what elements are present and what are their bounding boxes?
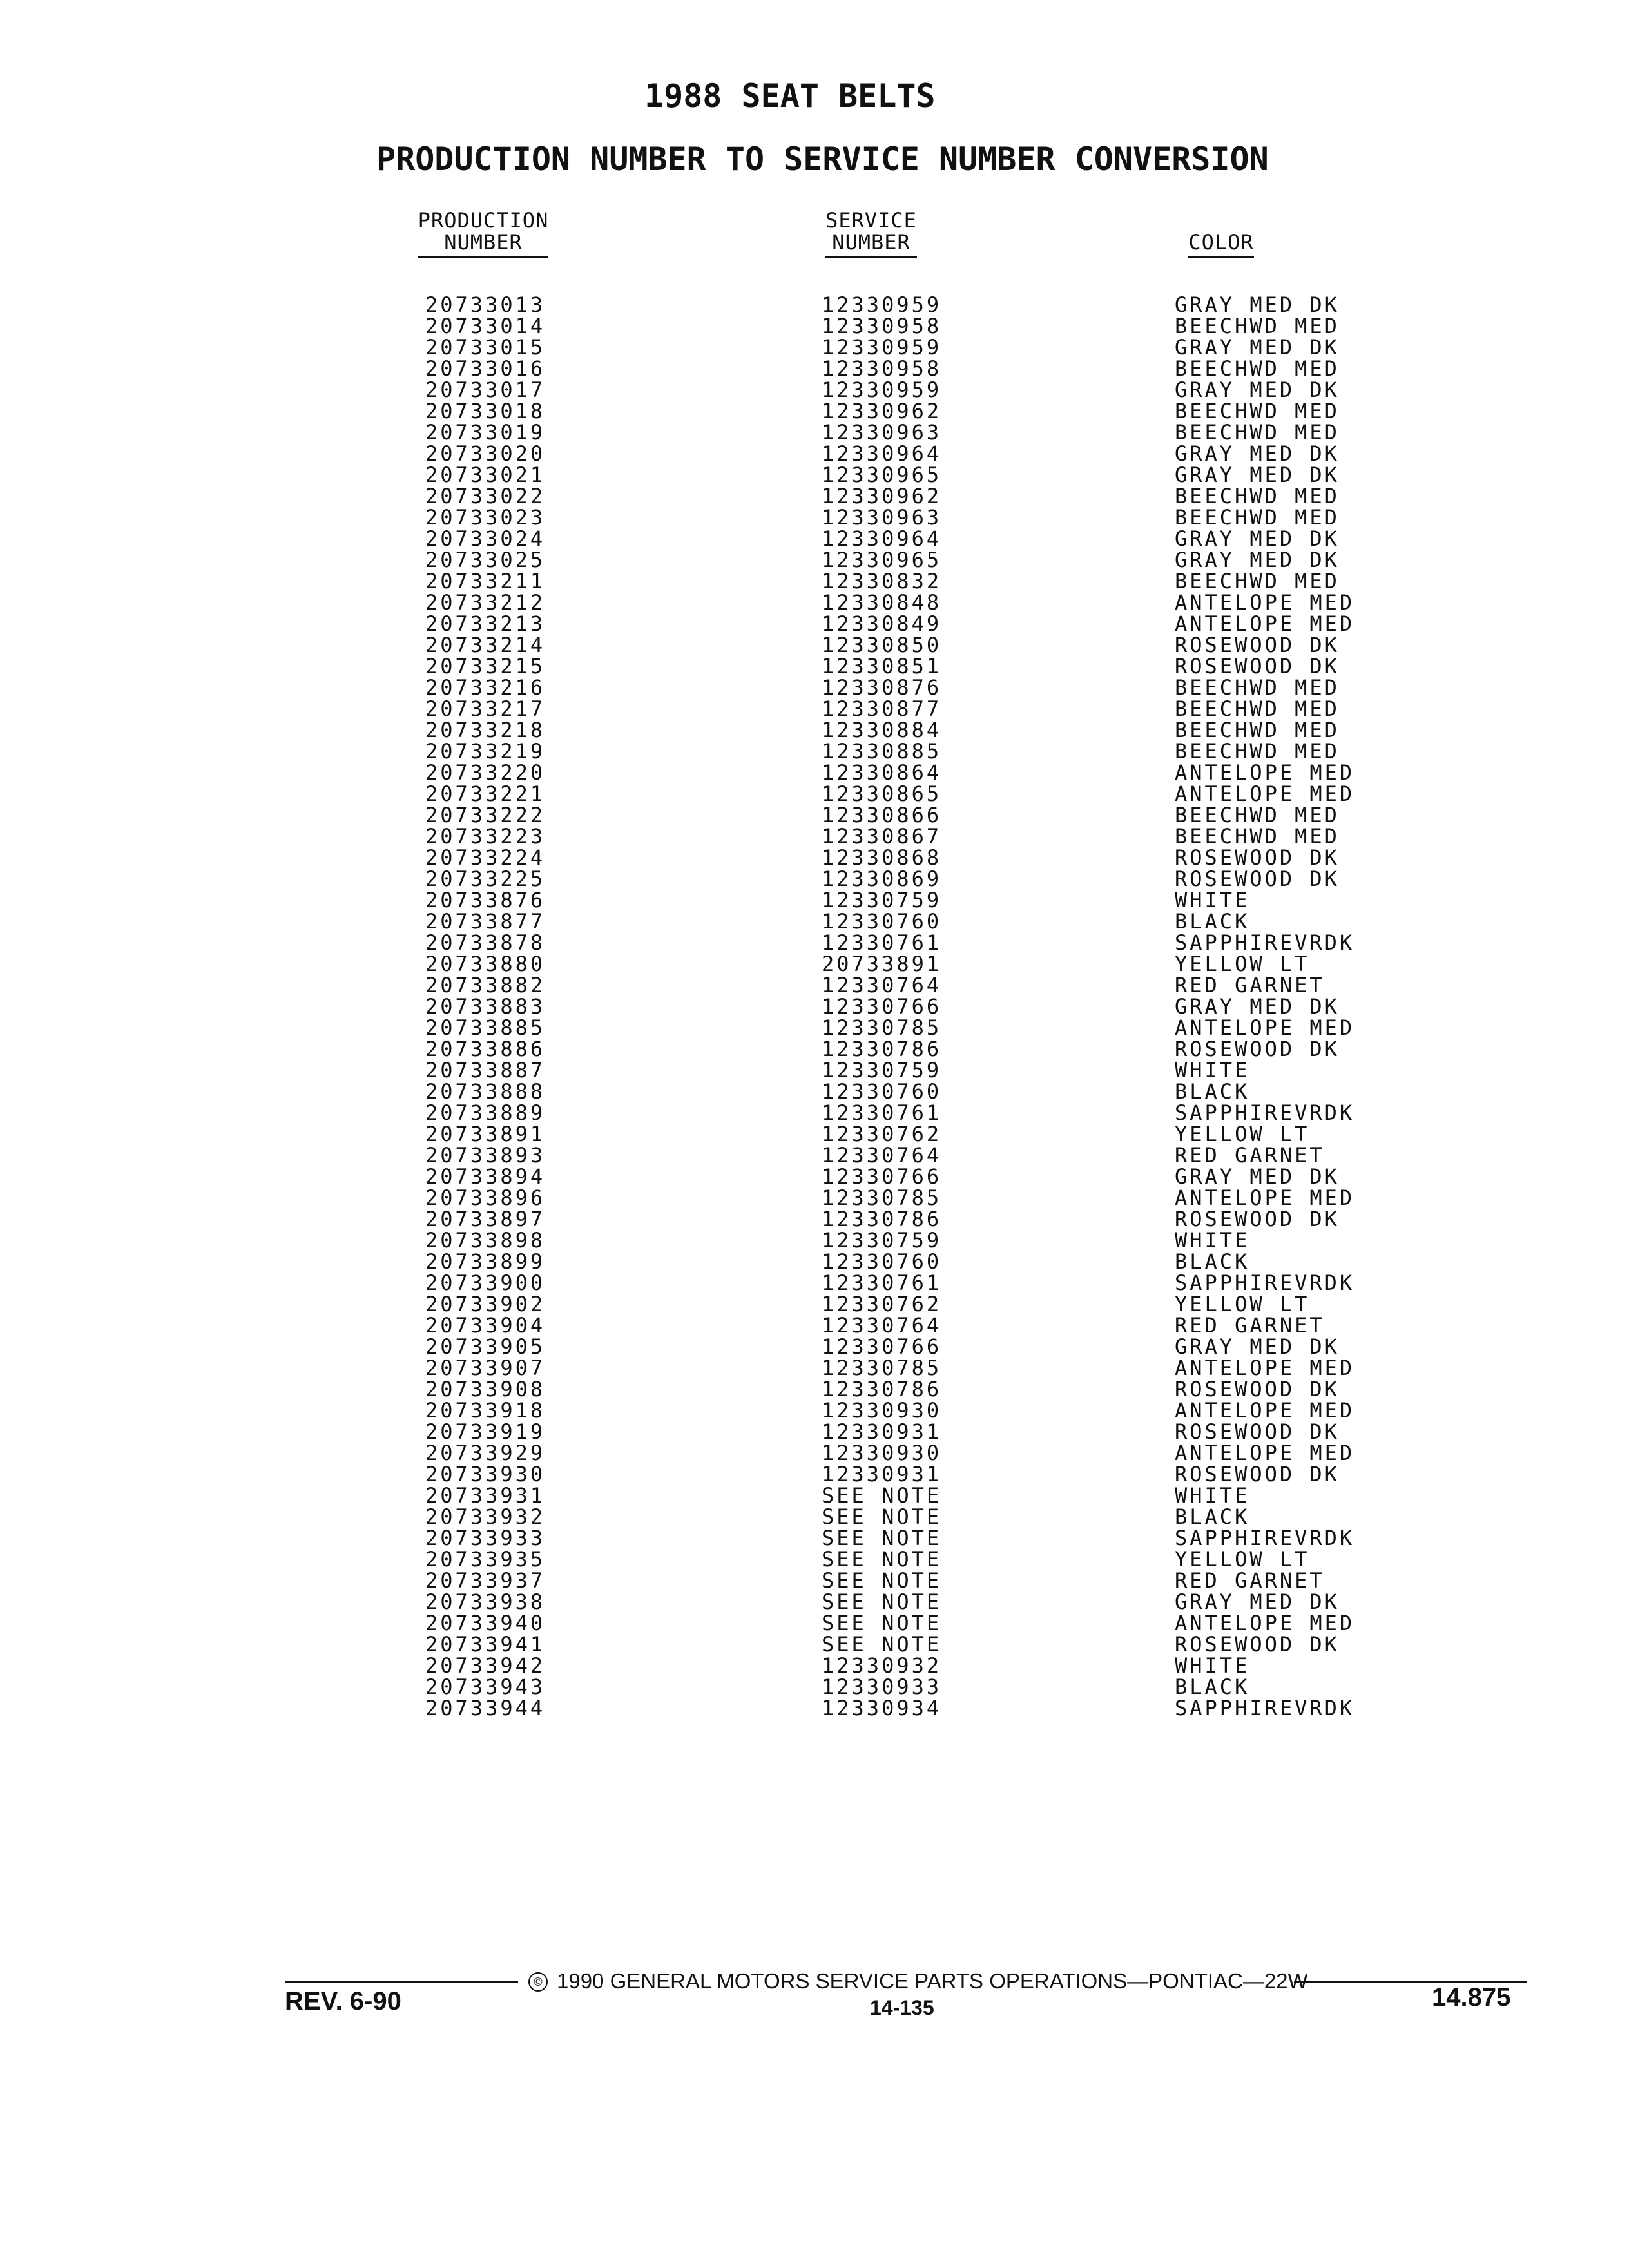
production-number: 20733021 <box>425 463 546 487</box>
copyright-icon: © <box>528 1972 548 1992</box>
production-number: 20733930 <box>425 1462 546 1486</box>
production-number: 20733905 <box>425 1334 546 1359</box>
production-number: 20733896 <box>425 1186 546 1210</box>
page-number: 14.875 <box>1432 1983 1511 2012</box>
color-value: ANTELOPE MED <box>1175 590 1355 615</box>
production-number: 20733019 <box>425 420 546 445</box>
service-number: 12330877 <box>822 697 942 721</box>
production-number: 20733213 <box>425 611 546 636</box>
production-number: 20733937 <box>425 1568 546 1593</box>
service-number: 12330850 <box>822 633 942 657</box>
production-number: 20733897 <box>425 1207 546 1231</box>
service-number: 12330786 <box>822 1037 942 1061</box>
production-number: 20733899 <box>425 1249 546 1274</box>
color-value: ANTELOPE MED <box>1175 1356 1355 1380</box>
color-value: GRAY MED DK <box>1175 335 1340 360</box>
service-number: 12330759 <box>822 888 942 912</box>
service-number: 12330785 <box>822 1015 942 1040</box>
service-number: 12330759 <box>822 1058 942 1082</box>
color-value: SAPPHIREVRDK <box>1175 1271 1355 1295</box>
service-number: 12330869 <box>822 867 942 891</box>
production-number: 20733904 <box>425 1313 546 1338</box>
production-number: 20733931 <box>425 1483 546 1508</box>
color-value: ANTELOPE MED <box>1175 1441 1355 1465</box>
service-number: 12330930 <box>822 1441 942 1465</box>
production-number: 20733941 <box>425 1632 546 1657</box>
service-number: 12330868 <box>822 845 942 870</box>
service-number: 12330965 <box>822 463 942 487</box>
service-number: 12330759 <box>822 1228 942 1253</box>
service-number: 12330959 <box>822 378 942 402</box>
production-number: 20733016 <box>425 356 546 381</box>
production-number: 20733933 <box>425 1526 546 1550</box>
service-number: 12330786 <box>822 1207 942 1231</box>
service-number: 12330760 <box>822 1079 942 1104</box>
color-value: ANTELOPE MED <box>1175 1015 1355 1040</box>
production-number: 20733907 <box>425 1356 546 1380</box>
production-number: 20733888 <box>425 1079 546 1104</box>
production-number: 20733940 <box>425 1611 546 1635</box>
production-number: 20733221 <box>425 782 546 806</box>
service-number: 12330931 <box>822 1419 942 1444</box>
color-value: SAPPHIREVRDK <box>1175 1100 1355 1125</box>
header-production-line2: NUMBER <box>444 230 523 255</box>
service-number: 12330762 <box>822 1292 942 1316</box>
service-number: SEE NOTE <box>822 1611 942 1635</box>
production-number: 20733216 <box>425 675 546 700</box>
color-value: ROSEWOOD DK <box>1175 1462 1340 1486</box>
service-number: 12330963 <box>822 505 942 530</box>
color-value: ROSEWOOD DK <box>1175 1419 1340 1444</box>
color-value: ROSEWOOD DK <box>1175 654 1340 678</box>
color-value: BLACK <box>1175 1249 1250 1274</box>
color-value: ANTELOPE MED <box>1175 1398 1355 1423</box>
color-value: SAPPHIREVRDK <box>1175 930 1355 955</box>
production-number: 20733225 <box>425 867 546 891</box>
production-number: 20733900 <box>425 1271 546 1295</box>
production-number: 20733942 <box>425 1653 546 1678</box>
service-number: 12330849 <box>822 611 942 636</box>
service-number-column <box>822 294 941 1719</box>
color-value: BLACK <box>1175 1504 1250 1529</box>
service-number: 12330764 <box>822 1313 942 1338</box>
color-value: YELLOW LT <box>1175 1122 1310 1146</box>
service-number: 12330761 <box>822 1100 942 1125</box>
color-value: ANTELOPE MED <box>1175 1186 1355 1210</box>
footer-rule-left <box>285 1981 518 1983</box>
service-number: 12330851 <box>822 654 942 678</box>
color-value: BEECHWD MED <box>1175 356 1340 381</box>
color-value: BEECHWD MED <box>1175 314 1340 338</box>
color-value: ROSEWOOD DK <box>1175 1037 1340 1061</box>
color-value: BEECHWD MED <box>1175 569 1340 593</box>
production-number: 20733222 <box>425 803 546 827</box>
production-number: 20733935 <box>425 1547 546 1571</box>
color-value: GRAY MED DK <box>1175 1164 1340 1189</box>
service-number: 12330867 <box>822 824 942 849</box>
production-number: 20733882 <box>425 973 546 997</box>
color-value: ROSEWOOD DK <box>1175 845 1340 870</box>
service-number: 12330764 <box>822 973 942 997</box>
service-number: 12330832 <box>822 569 942 593</box>
color-value: BLACK <box>1175 1079 1250 1104</box>
service-number: 12330762 <box>822 1122 942 1146</box>
production-number: 20733889 <box>425 1100 546 1125</box>
color-value: WHITE <box>1175 1483 1250 1508</box>
production-number: 20733877 <box>425 909 546 934</box>
color-value: YELLOW LT <box>1175 952 1310 976</box>
service-number: 12330764 <box>822 1143 942 1168</box>
color-value: BEECHWD MED <box>1175 484 1340 508</box>
color-value: BEECHWD MED <box>1175 824 1340 849</box>
production-number: 20733918 <box>425 1398 546 1423</box>
production-number: 20733023 <box>425 505 546 530</box>
service-number: 12330864 <box>822 760 942 785</box>
production-number: 20733215 <box>425 654 546 678</box>
service-number: 12330958 <box>822 356 942 381</box>
service-number: SEE NOTE <box>822 1590 942 1614</box>
production-number: 20733878 <box>425 930 546 955</box>
production-number: 20733880 <box>425 952 546 976</box>
service-number: 12330885 <box>822 739 942 764</box>
footer-credit-text: 1990 GENERAL MOTORS SERVICE PARTS OPERATIONS—PONTIAC—22W <box>557 1969 1308 1993</box>
production-number-column <box>425 294 545 1719</box>
color-value: BEECHWD MED <box>1175 420 1340 445</box>
service-number: 12330932 <box>822 1653 942 1678</box>
production-number: 20733876 <box>425 888 546 912</box>
color-value: ROSEWOOD DK <box>1175 867 1340 891</box>
service-number: 12330884 <box>822 718 942 742</box>
color-value: GRAY MED DK <box>1175 378 1340 402</box>
production-number: 20733886 <box>425 1037 546 1061</box>
production-number: 20733220 <box>425 760 546 785</box>
production-number: 20733211 <box>425 569 546 593</box>
header-service-line1: SERVICE <box>825 208 917 233</box>
color-value: WHITE <box>1175 1228 1250 1253</box>
color-value: GRAY MED DK <box>1175 548 1340 572</box>
footer-rule-right <box>1294 1981 1527 1983</box>
color-value: ANTELOPE MED <box>1175 611 1355 636</box>
color-value: ROSEWOOD DK <box>1175 1377 1340 1401</box>
service-number: SEE NOTE <box>822 1547 942 1571</box>
service-number: 12330760 <box>822 1249 942 1274</box>
document-title: 1988 SEAT BELTS <box>644 77 936 115</box>
service-number: 12330958 <box>822 314 942 338</box>
color-value: GRAY MED DK <box>1175 1334 1340 1359</box>
color-value: YELLOW LT <box>1175 1547 1310 1571</box>
color-value: SAPPHIREVRDK <box>1175 1696 1355 1720</box>
production-number: 20733929 <box>425 1441 546 1465</box>
color-value: RED GARNET <box>1175 1313 1325 1338</box>
service-number: 12330931 <box>822 1462 942 1486</box>
production-number: 20733212 <box>425 590 546 615</box>
production-number: 20733944 <box>425 1696 546 1720</box>
production-number: 20733932 <box>425 1504 546 1529</box>
production-number: 20733020 <box>425 441 546 466</box>
production-number: 20733943 <box>425 1675 546 1699</box>
color-value: ROSEWOOD DK <box>1175 1632 1340 1657</box>
color-value: GRAY MED DK <box>1175 526 1340 551</box>
service-number: 12330876 <box>822 675 942 700</box>
header-service-line2: NUMBER <box>832 230 911 255</box>
production-number: 20733893 <box>425 1143 546 1168</box>
color-value: GRAY MED DK <box>1175 293 1340 317</box>
service-number: 12330933 <box>822 1675 942 1699</box>
production-number: 20733883 <box>425 994 546 1019</box>
production-number: 20733894 <box>425 1164 546 1189</box>
color-value: BEECHWD MED <box>1175 399 1340 423</box>
service-number: 12330866 <box>822 803 942 827</box>
service-number: SEE NOTE <box>822 1526 942 1550</box>
service-number: SEE NOTE <box>822 1632 942 1657</box>
production-number: 20733891 <box>425 1122 546 1146</box>
color-value: RED GARNET <box>1175 1143 1325 1168</box>
service-number: 12330761 <box>822 930 942 955</box>
color-value: BEECHWD MED <box>1175 505 1340 530</box>
service-number: 12330962 <box>822 484 942 508</box>
production-number: 20733902 <box>425 1292 546 1316</box>
production-number: 20733224 <box>425 845 546 870</box>
production-number: 20733018 <box>425 399 546 423</box>
production-number: 20733217 <box>425 697 546 721</box>
production-number: 20733219 <box>425 739 546 764</box>
service-number: SEE NOTE <box>822 1483 942 1508</box>
production-number: 20733022 <box>425 484 546 508</box>
service-number: 12330934 <box>822 1696 942 1720</box>
production-number: 20733908 <box>425 1377 546 1401</box>
production-number: 20733218 <box>425 718 546 742</box>
color-value: BEECHWD MED <box>1175 675 1340 700</box>
service-number: 12330766 <box>822 1164 942 1189</box>
service-number: 12330865 <box>822 782 942 806</box>
service-number: 12330964 <box>822 441 942 466</box>
color-value: WHITE <box>1175 1058 1250 1082</box>
production-number: 20733014 <box>425 314 546 338</box>
service-number: SEE NOTE <box>822 1504 942 1529</box>
header-production-line1: PRODUCTION <box>418 208 549 233</box>
service-number: 12330965 <box>822 548 942 572</box>
color-value: BLACK <box>1175 1675 1250 1699</box>
service-number: SEE NOTE <box>822 1568 942 1593</box>
production-number: 20733214 <box>425 633 546 657</box>
production-number: 20733024 <box>425 526 546 551</box>
header-service-number <box>813 209 929 258</box>
color-value: RED GARNET <box>1175 1568 1325 1593</box>
color-value: ANTELOPE MED <box>1175 782 1355 806</box>
production-number: 20733938 <box>425 1590 546 1614</box>
color-value: WHITE <box>1175 1653 1250 1678</box>
header-production-number <box>406 209 561 258</box>
color-value: WHITE <box>1175 888 1250 912</box>
service-number: 12330848 <box>822 590 942 615</box>
footer-credit <box>528 1969 1308 1994</box>
service-number: 12330930 <box>822 1398 942 1423</box>
service-number: 12330964 <box>822 526 942 551</box>
production-number: 20733223 <box>425 824 546 849</box>
color-value: BEECHWD MED <box>1175 803 1340 827</box>
header-color <box>1179 231 1263 258</box>
color-value: GRAY MED DK <box>1175 463 1340 487</box>
production-number: 20733919 <box>425 1419 546 1444</box>
header-color-label: COLOR <box>1188 231 1253 258</box>
color-value: GRAY MED DK <box>1175 441 1340 466</box>
service-number: 20733891 <box>822 952 942 976</box>
production-number: 20733885 <box>425 1015 546 1040</box>
service-number: 12330761 <box>822 1271 942 1295</box>
production-number: 20733898 <box>425 1228 546 1253</box>
color-value: ANTELOPE MED <box>1175 760 1355 785</box>
color-value: SAPPHIREVRDK <box>1175 1526 1355 1550</box>
page-code: 14-135 <box>870 1996 934 2019</box>
service-number: 12330959 <box>822 293 942 317</box>
color-value: YELLOW LT <box>1175 1292 1310 1316</box>
production-number: 20733013 <box>425 293 546 317</box>
service-number: 12330785 <box>822 1356 942 1380</box>
color-value: RED GARNET <box>1175 973 1325 997</box>
color-value: ANTELOPE MED <box>1175 1611 1355 1635</box>
color-value: BEECHWD MED <box>1175 697 1340 721</box>
color-value: BEECHWD MED <box>1175 718 1340 742</box>
color-value: GRAY MED DK <box>1175 994 1340 1019</box>
production-number: 20733887 <box>425 1058 546 1082</box>
service-number: 12330785 <box>822 1186 942 1210</box>
service-number: 12330766 <box>822 1334 942 1359</box>
service-number: 12330766 <box>822 994 942 1019</box>
production-number: 20733025 <box>425 548 546 572</box>
service-number: 12330963 <box>822 420 942 445</box>
production-number: 20733017 <box>425 378 546 402</box>
color-column <box>1175 294 1354 1719</box>
service-number: 12330760 <box>822 909 942 934</box>
color-value: ROSEWOOD DK <box>1175 1207 1340 1231</box>
color-value: BEECHWD MED <box>1175 739 1340 764</box>
document-subtitle: PRODUCTION NUMBER TO SERVICE NUMBER CONVERSION <box>376 140 1269 178</box>
production-number: 20733015 <box>425 335 546 360</box>
color-value: ROSEWOOD DK <box>1175 633 1340 657</box>
color-value: GRAY MED DK <box>1175 1590 1340 1614</box>
revision-label: REV. 6-90 <box>285 1987 401 2015</box>
color-value: BLACK <box>1175 909 1250 934</box>
service-number: 12330786 <box>822 1377 942 1401</box>
service-number: 12330962 <box>822 399 942 423</box>
service-number: 12330959 <box>822 335 942 360</box>
